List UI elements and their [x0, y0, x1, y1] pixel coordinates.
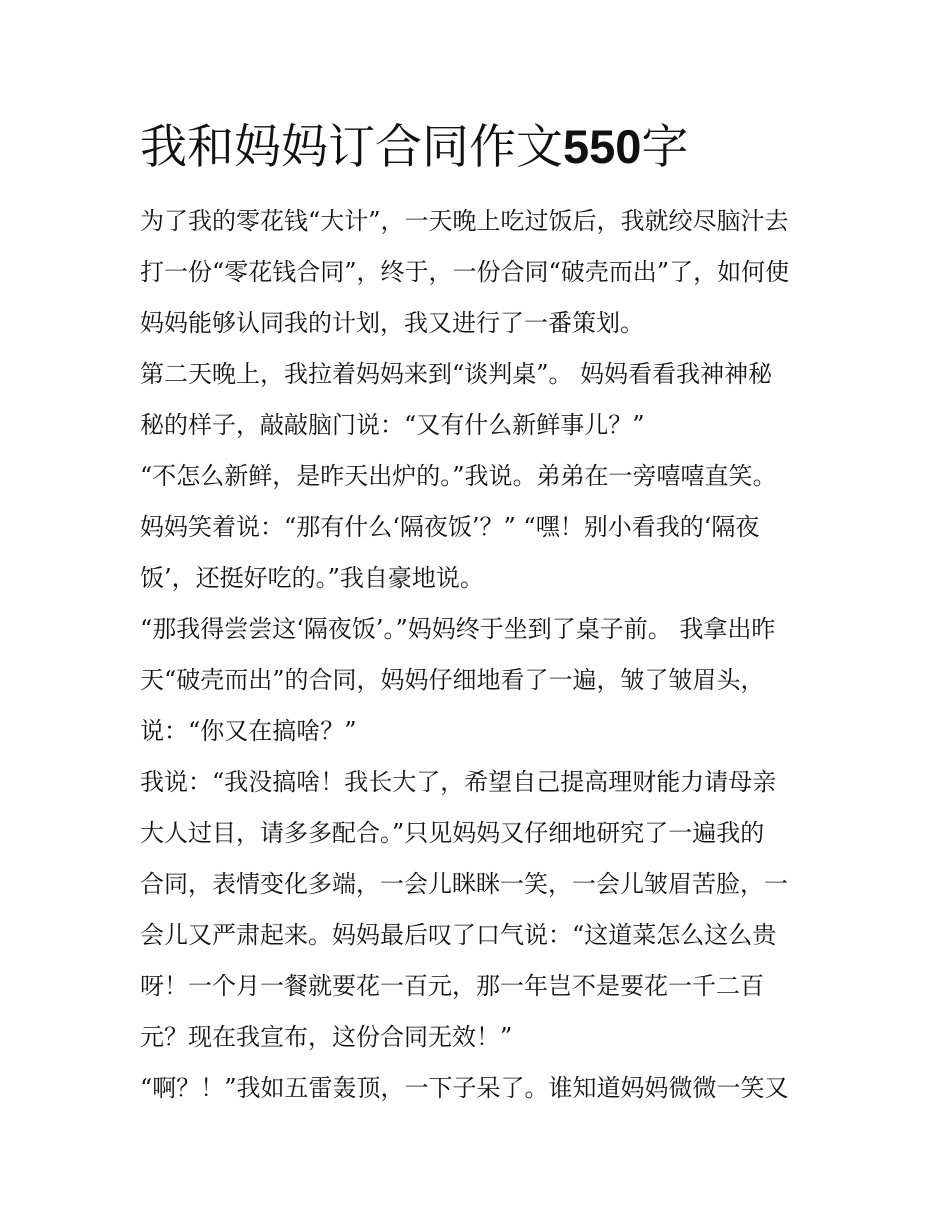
- essay-line: 第二天晚上，我拉着妈妈来到“谈判桌”。 妈妈看看我神神秘: [140, 360, 773, 388]
- essay-line: “啊？！”我如五雷轰顶，一下子呆了。谁知道妈妈微微一笑又: [140, 1074, 789, 1102]
- essay-line: “不怎么新鲜，是昨天出炉的。”我说。弟弟在一旁嘻嘻直笑。: [140, 462, 777, 490]
- essay-line: 呀！一个月一餐就要花一百元，那一年岂不是要花一千二百: [140, 972, 764, 1000]
- essay-line: “那我得尝尝这‘隔夜饭’。”妈妈终于坐到了桌子前。 我拿出昨: [140, 615, 776, 643]
- title-main: 我和妈妈订合同作文: [140, 120, 563, 175]
- essay-line: 妈妈能够认同我的计划，我又进行了一番策划。: [140, 309, 644, 337]
- essay-line: 饭’，还挺好吃的。”我自豪地说。: [140, 564, 484, 592]
- essay-line: 打一份“零花钱合同”，终于，一份合同“破壳而出”了，如何使: [140, 258, 790, 286]
- essay-line: 元？现在我宣布，这份合同无效！”: [140, 1023, 513, 1051]
- page-title: [140, 117, 688, 178]
- essay-line: 大人过目，请多多配合。”只见妈妈又仔细地研究了一遍我的: [140, 819, 765, 847]
- title-suffix: 字: [641, 120, 689, 175]
- essay-line: 合同，表情变化多端，一会儿眯眯一笑，一会儿皱眉苦脸，一: [140, 870, 788, 898]
- title-number: 550: [563, 120, 642, 173]
- essay-line: 为了我的零花钱“大计”，一天晚上吃过饭后，我就绞尽脑汁去: [140, 207, 789, 235]
- essay-line: 秘的样子，敲敲脑门说：“又有什么新鲜事儿？”: [140, 411, 645, 439]
- essay-line: 天“破壳而出”的合同，妈妈仔细地看了一遍，皱了皱眉头，: [140, 666, 765, 694]
- essay-line: 说：“你又在搞啥？”: [140, 717, 357, 745]
- essay-line: 我说：“我没搞啥！我长大了，希望自己提高理财能力请母亲: [140, 768, 777, 796]
- essay-body: [140, 196, 816, 1114]
- essay-line: 妈妈笑着说：“那有什么‘隔夜饭’？” “嘿！别小看我的‘隔夜: [140, 513, 760, 541]
- essay-line: 会儿又严肃起来。妈妈最后叹了口气说：“这道菜怎么这么贵: [140, 921, 777, 949]
